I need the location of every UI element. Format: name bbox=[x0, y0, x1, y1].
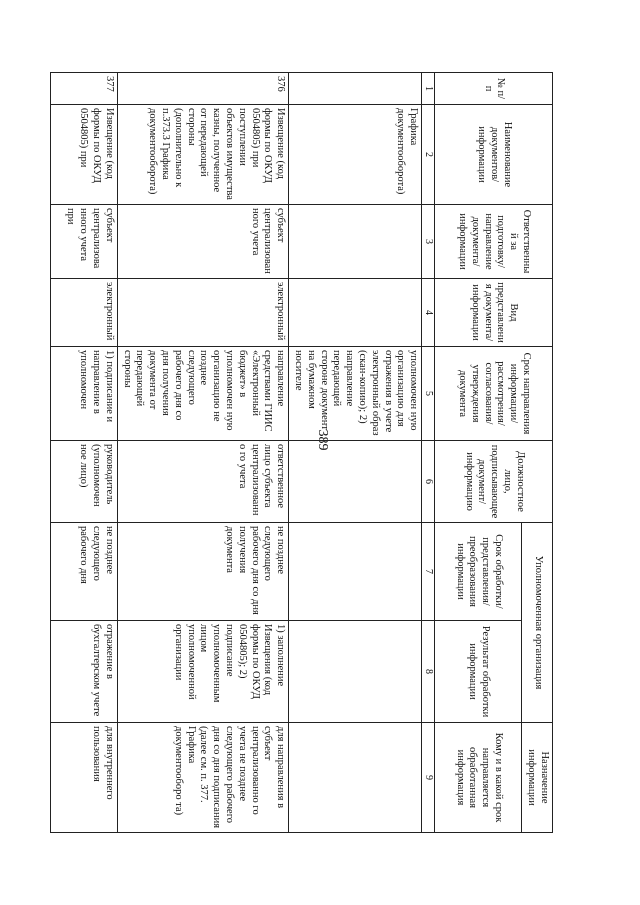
header-authorized-org: Уполномоченная организация bbox=[522, 523, 553, 723]
cell-form bbox=[289, 279, 422, 347]
column-number: 3 bbox=[422, 205, 435, 279]
header-name: Наименование документов/ информации bbox=[435, 105, 553, 205]
cell-name: Графика документооборота) bbox=[289, 105, 422, 205]
cell-no: 376 bbox=[117, 73, 288, 105]
cell-name: Извещение (код формы по ОКУД 0504805) при bbox=[50, 105, 117, 205]
column-number: 7 bbox=[422, 523, 435, 621]
cell-responsible bbox=[289, 205, 422, 279]
cell-official: ответственное лицо субъекта централизованно го учета bbox=[117, 441, 288, 523]
cell-purpose: для направления в субъект централизованно го учета не позднее следующего рабочего дня со дня подписания (далее см. п. 377. Графика документооборо та) bbox=[117, 723, 288, 833]
cell-form: электронный bbox=[50, 279, 117, 347]
cell-name: Извещение (код формы по ОКУД 0504805) при поступлении объектов имущества казны, полученное от передающей стороны (дополнительно к п.373.3 Графика документооборота) bbox=[117, 105, 288, 205]
cell-purpose: для внутреннего пользования bbox=[50, 723, 117, 833]
cell-auth-result bbox=[289, 621, 422, 723]
cell-official: руководитель (уполномочен ное лицо) bbox=[50, 441, 117, 523]
page-number: 389 bbox=[315, 429, 330, 451]
table-row bbox=[289, 73, 422, 833]
cell-deadline: уполномочен ную организацию для отражения в учете электронный образ (скан-копию); 2) направление передающей стороне документ на бумажном носителе bbox=[289, 347, 422, 441]
cell-responsible: субъект централизова нного учета при bbox=[50, 205, 117, 279]
table-row bbox=[50, 73, 117, 833]
column-number: 9 bbox=[422, 723, 435, 833]
column-number: 2 bbox=[422, 105, 435, 205]
header-form: Вид представления документа/ информации bbox=[435, 279, 553, 347]
cell-deadline: направление средствами ГИИС «Электронный бюджет» в уполномочен ную организацию не позднее следующего рабочего дня со дня получения документа от передающей стороны bbox=[117, 347, 288, 441]
cell-purpose bbox=[289, 723, 422, 833]
column-number: 1 bbox=[422, 73, 435, 105]
header-deadline: Срок направления информации/ рассмотрения/ согласования/ утверждения документа bbox=[435, 347, 553, 441]
column-number: 4 bbox=[422, 279, 435, 347]
cell-deadline: 1) подписание и направление в уполномочен bbox=[50, 347, 117, 441]
cell-no: 377 bbox=[50, 73, 117, 105]
cell-auth-result: отражение в бухгалтерском учете bbox=[50, 621, 117, 723]
column-number: 5 bbox=[422, 347, 435, 441]
header-official: Должностное лицо, подписывающее документ/ информацию bbox=[435, 441, 553, 523]
header-auth-result: Результат обработки информации bbox=[435, 621, 522, 723]
cell-auth-deadline bbox=[289, 523, 422, 621]
document-flow-table bbox=[50, 72, 553, 833]
header-no: № п/п bbox=[435, 73, 553, 105]
cell-official bbox=[289, 441, 422, 523]
column-number: 6 bbox=[422, 441, 435, 523]
cell-auth-deadline: не позднее следующего рабочего дня bbox=[50, 523, 117, 621]
cell-auth-deadline: не позднее следующего рабочего дня со дня получения документа bbox=[117, 523, 288, 621]
cell-form: электронный bbox=[117, 279, 288, 347]
document-table-sheet bbox=[65, 72, 553, 832]
cell-auth-result: 1) заполнение Извещения (код формы по ОКУД 0504805); 2) подписание уполномоченным лицом уполномоченной организации bbox=[117, 621, 288, 723]
column-number: 8 bbox=[422, 621, 435, 723]
table-row bbox=[117, 73, 288, 833]
cell-no bbox=[289, 73, 422, 105]
cell-responsible: субъект централизован ного учета bbox=[117, 205, 288, 279]
header-auth-deadline: Срок обработки/ представления/ преобразования информации bbox=[435, 523, 522, 621]
header-responsible: Ответственный за подготовку/ направление документа/ информации bbox=[435, 205, 553, 279]
header-purpose-sub: Кому и в какой срок направляется обработанная информация bbox=[435, 723, 522, 833]
header-purpose: Назначение информации bbox=[522, 723, 553, 833]
